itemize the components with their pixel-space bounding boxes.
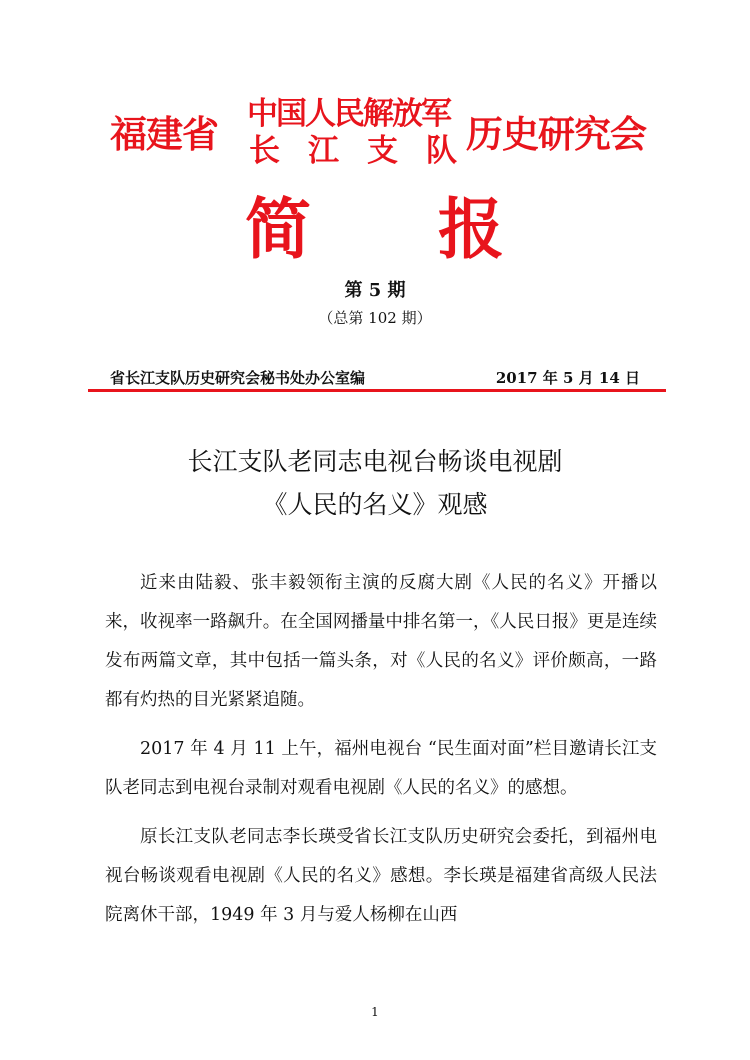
paragraph: 原长江支队老同志李长瑛受省长江支队历史研究会委托，到福州电视台畅谈观看电视剧《人民的名义》感想。李长瑛是福建省高级人民法院离休干部，1949 年 3 月与爱人杨柳在山西 [105,827,657,925]
editor-office: 省长江支队历史研究会秘书处办公室编 [110,369,366,387]
article-body [105,564,657,945]
masthead-yangtze-detachment: 长江支队 [249,133,485,169]
issue-number: 第 5 期 [344,280,406,301]
bulletin-title-char-1: 简 [245,191,311,268]
bulletin-title [0,176,750,268]
masthead-province: 福建省 [110,113,218,156]
issue-total-number: （总第 102 期） [318,309,432,327]
masthead [0,82,750,172]
red-divider [88,389,666,392]
masthead-pla: 中国人民解放军 [247,96,450,132]
bulletin-title-char-2: 报 [438,191,504,268]
masthead-research-society: 历史研究会 [466,113,646,156]
article-title [0,440,750,526]
article-title-line-1: 长江支队老同志电视台畅谈电视剧 [187,447,563,476]
paragraph: 2017 年 4 月 11 上午，福州电视台 “民生面对面”栏目邀请长江支队老同志到电视台录制对观看电视剧《人民的名义》的感想。 [105,739,657,798]
publish-date: 2017 年 5 月 14 日 [495,369,640,387]
paragraph: 近来由陆毅、张丰毅领衔主演的反腐大剧《人民的名义》开播以来，收视率一路飙升。在全国网播量中排名第一，《人民日报》更是连续发布两篇文章，其中包括一篇头条，对《人民的名义》评价颇高，一路都有灼热的目光紧紧追随。 [105,573,657,710]
article-title-line-2: 《人民的名义》观感 [262,490,488,519]
page-number: 1 [371,1005,379,1019]
